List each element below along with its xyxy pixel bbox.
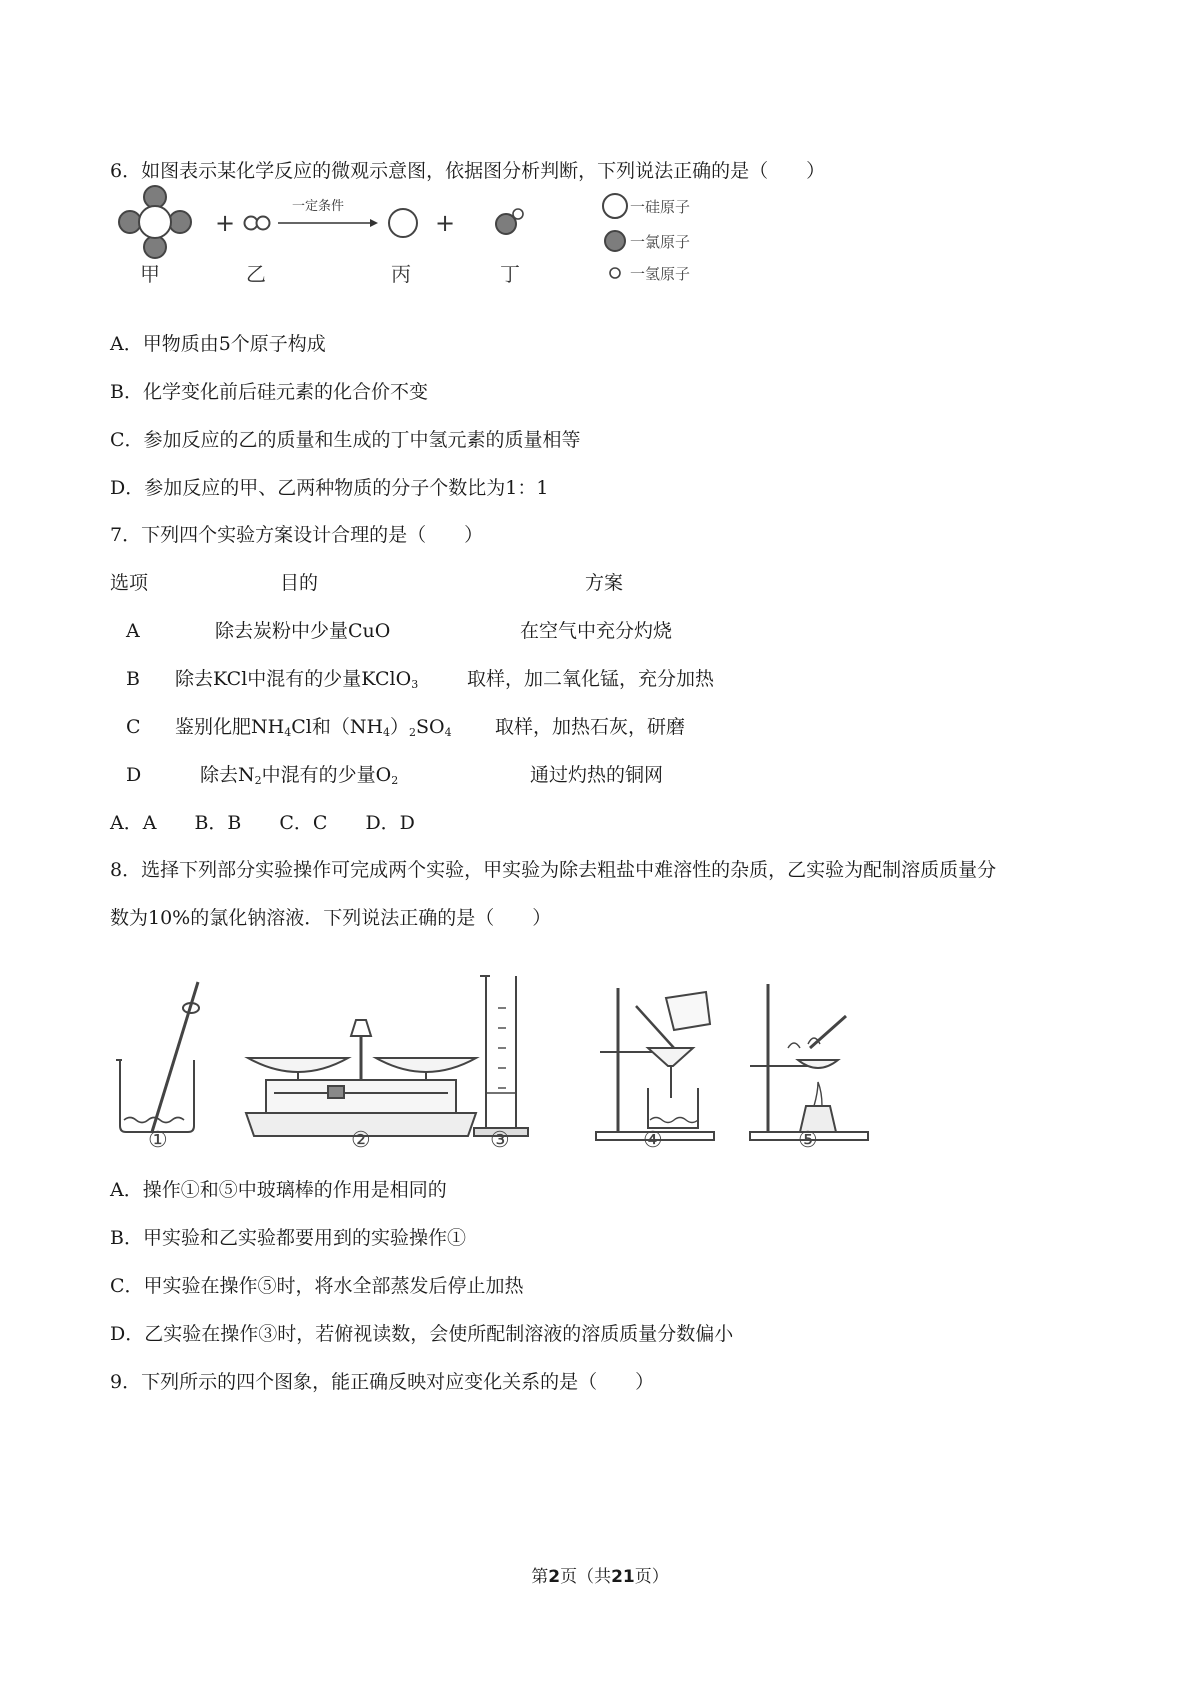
- q7-row-d-plan: 通过灼热的铜网: [530, 764, 664, 786]
- legend-chlorine: 一氯原子: [630, 233, 691, 251]
- label-yi: 乙: [246, 262, 266, 286]
- q8-option-c: C．甲实验在操作⑤时，将水全部蒸发后停止加热: [110, 1275, 524, 1297]
- q8-option-d: D．乙实验在操作③时，若俯视读数，会使所配制溶液的溶质质量分数偏小: [110, 1323, 734, 1345]
- q7-row-a-option: A: [126, 620, 140, 642]
- q7-row-d-purpose: 除去$N_2$中混有的少量$O_2$: [200, 764, 399, 787]
- molecule-bing: [389, 209, 417, 237]
- q8-option-a: A．操作①和⑤中玻璃棒的作用是相同的: [110, 1179, 447, 1201]
- q7-row-c-option: C: [126, 716, 141, 738]
- filtration-setup: [596, 988, 714, 1140]
- q8-stem-line2: 数为10%的氯化钠溶液．下列说法正确的是（ ）: [110, 907, 552, 929]
- q7-row-b-purpose: 除去KCl中混有的少量KClO$_3$: [175, 668, 419, 691]
- q7-header-plan: 方案: [585, 572, 624, 594]
- figure-label-5: ⑤: [798, 1128, 818, 1153]
- lab-operations-figure: [108, 948, 938, 1153]
- q7-row-d-option: D: [126, 764, 142, 786]
- reaction-diagram: [108, 185, 718, 290]
- q7-row-b-plan: 取样，加二氧化锰，充分加热: [467, 668, 715, 690]
- figure-label-4: ④: [643, 1128, 663, 1153]
- q7-row-c-plan: 取样，加热石灰，研磨: [495, 716, 686, 738]
- page-number: 2: [548, 1567, 561, 1587]
- balance: [246, 1020, 476, 1136]
- q6-option-c: C．参加反应的乙的质量和生成的丁中氢元素的质量相等: [110, 429, 581, 451]
- q6-option-a: A．甲物质由5个原子构成: [110, 333, 326, 355]
- q7-row-a-purpose: 除去炭粉中少量CuO: [215, 620, 391, 642]
- q6-option-d: D．参加反应的甲、乙两种物质的分子个数比为1：1: [110, 477, 549, 499]
- q7-answer-options: A．A B．B C．C D．D: [110, 812, 415, 834]
- label-bing: 丙: [391, 262, 411, 286]
- q8-option-b: B．甲实验和乙实验都要用到的实验操作①: [110, 1227, 466, 1249]
- evaporation-setup: [750, 984, 868, 1140]
- q7-row-a-plan: 在空气中充分灼烧: [520, 620, 673, 642]
- reaction-condition: 一定条件: [292, 199, 345, 214]
- page-total: 21: [611, 1567, 635, 1587]
- beaker-stirring: [116, 982, 199, 1132]
- figure-label-3: ③: [490, 1128, 510, 1153]
- molecule-ding: [496, 209, 523, 234]
- q7-stem: 7．下列四个实验方案设计合理的是（ ）: [110, 524, 484, 546]
- molecule-jia: [119, 186, 191, 258]
- atom-legend: [603, 194, 690, 283]
- figure-label-1: ①: [148, 1128, 168, 1153]
- legend-silicon: 一硅原子: [630, 198, 691, 216]
- q7-header-option: 选项: [110, 572, 149, 594]
- q6-option-b: B．化学变化前后硅元素的化合价不变: [110, 381, 428, 403]
- label-jia: 甲: [140, 262, 160, 286]
- page-footer: 第2页（共21页）: [531, 1567, 669, 1587]
- figure-label-2: ②: [351, 1128, 371, 1153]
- q7-row-c-purpose: 鉴别化肥$NH_4Cl$和$(NH_4)_2SO_4$: [175, 716, 452, 739]
- q7-row-b-option: B: [126, 668, 140, 690]
- q6-stem: 6．如图表示某化学反应的微观示意图，依据图分析判断，下列说法正确的是（ ）: [110, 160, 826, 182]
- molecule-yi: [245, 217, 270, 230]
- plus-sign-1: +: [215, 209, 236, 237]
- label-ding: 丁: [500, 262, 520, 286]
- q7-header-purpose: 目的: [280, 572, 319, 594]
- measuring-cylinder: [474, 976, 528, 1136]
- q8-stem-line1: 8．选择下列部分实验操作可完成两个实验，甲实验为除去粗盐中难溶性的杂质，乙实验为配制溶质质量分: [110, 859, 997, 881]
- legend-hydrogen: 一氢原子: [630, 265, 691, 283]
- q9-stem: 9．下列所示的四个图象，能正确反映对应变化关系的是（ ）: [110, 1371, 655, 1393]
- reaction-arrow: [278, 219, 378, 227]
- plus-sign-2: +: [435, 209, 456, 237]
